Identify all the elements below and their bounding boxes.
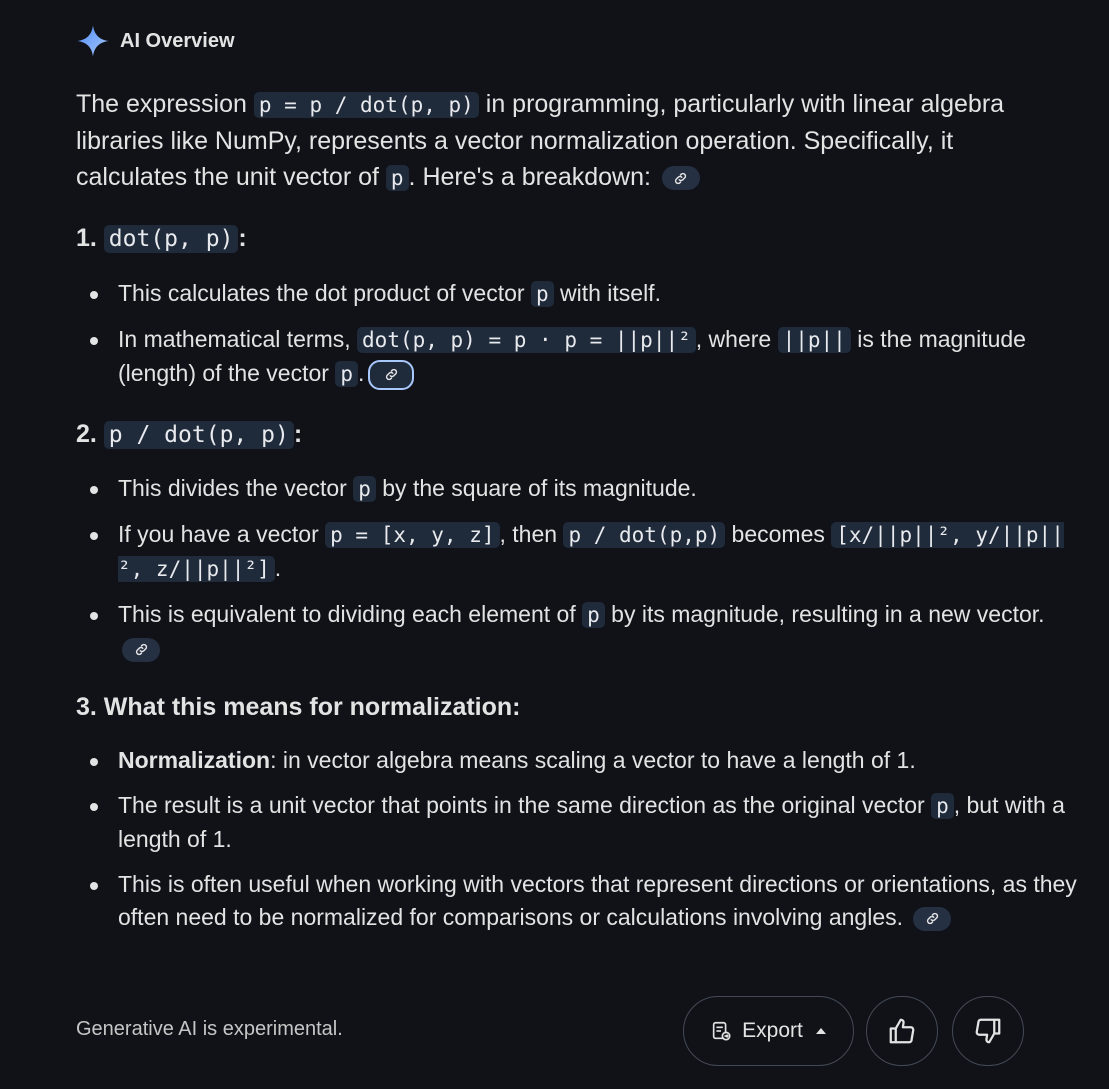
- link-icon: [384, 367, 399, 382]
- list-text: This calculates the dot product of vector: [118, 280, 531, 306]
- thumbs-up-icon: [887, 1016, 917, 1046]
- inline-code: [x/||p||², y/||p||², z/||p||²]: [118, 523, 1064, 581]
- list-text: This divides the vector: [118, 475, 354, 501]
- list-text: becomes: [725, 521, 832, 547]
- list-text: If you have a vector: [118, 521, 326, 547]
- list-text: .: [274, 555, 282, 581]
- section-number: 2.: [76, 420, 104, 448]
- bold-term: Normalization: [118, 747, 271, 773]
- intro-paragraph: [76, 86, 1036, 196]
- list-text: , but with a length of 1.: [118, 792, 1065, 852]
- inline-code: p: [931, 793, 954, 819]
- list-text: .: [358, 360, 365, 386]
- inline-code: p: [582, 602, 605, 628]
- bullet-list-3: [76, 744, 1078, 946]
- list-item: [118, 744, 1078, 777]
- header-title: AI Overview: [120, 29, 235, 52]
- section-heading-2: [76, 420, 302, 449]
- intro-text: The expression: [76, 90, 254, 118]
- intro-text: . Here's a breakdown:: [408, 163, 658, 191]
- thumbs-down-icon: [973, 1016, 1003, 1046]
- list-item: [118, 277, 1078, 311]
- source-link-button[interactable]: [662, 166, 700, 190]
- heading-colon: :: [238, 224, 247, 252]
- link-icon: [134, 642, 149, 657]
- source-link-button[interactable]: [913, 907, 951, 931]
- list-text: : in vector algebra means scaling a vector to have a length of 1.: [270, 747, 916, 773]
- link-icon: [673, 171, 688, 186]
- list-item: [118, 518, 1078, 586]
- disclaimer-text: Generative AI is experimental.: [76, 1018, 343, 1040]
- export-button[interactable]: [683, 996, 854, 1066]
- export-label: Export: [742, 1019, 803, 1042]
- thumbs-down-button[interactable]: [952, 996, 1024, 1066]
- list-item: [118, 323, 1078, 391]
- section-heading-1: [76, 224, 247, 253]
- source-link-button[interactable]: [368, 360, 414, 390]
- list-text: , where: [695, 326, 778, 352]
- bullet-list-2: [76, 472, 1078, 677]
- list-text: with itself.: [553, 280, 661, 306]
- list-text: by the square of its magnitude.: [375, 475, 697, 501]
- list-text: This is often useful when working with vectors that represent directions or orientations, as they often need to be normalized for comparisons or calculations involving angles.: [118, 871, 1077, 930]
- list-text: by its magnitude, resulting in a new vector.: [604, 601, 1045, 627]
- list-item: [118, 868, 1078, 934]
- inline-code: p / dot(p,p): [563, 522, 725, 548]
- list-item: [118, 789, 1078, 856]
- inline-code: ||p||: [778, 327, 851, 353]
- list-text: In mathematical terms,: [118, 326, 358, 352]
- inline-code: p = [x, y, z]: [325, 522, 499, 548]
- inline-code: p: [353, 476, 376, 502]
- thumbs-up-button[interactable]: [866, 996, 938, 1066]
- list-item: [118, 472, 1078, 506]
- inline-code: dot(p, p) = p · p = ||p||²: [357, 327, 696, 353]
- section-heading-3: 3. What this means for normalization:: [76, 693, 521, 721]
- intro-text: in programming, particularly with linear algebra libraries like NumPy, represents a vector normalization operation. Specifically, it calculates the unit vector of: [76, 90, 1005, 191]
- caret-up-icon: [815, 1027, 827, 1035]
- ai-overview-header: [76, 24, 235, 58]
- list-text: , then: [499, 521, 564, 547]
- list-text: This is equivalent to dividing each element of: [118, 601, 583, 627]
- list-text: The result is a unit vector that points in the same direction as the original vector: [118, 792, 932, 818]
- link-icon: [925, 911, 940, 926]
- export-doc-icon: [710, 1020, 732, 1042]
- source-link-button[interactable]: [122, 638, 160, 662]
- sparkle-icon: [76, 24, 110, 58]
- heading-colon: :: [293, 420, 303, 448]
- inline-code: p: [335, 361, 358, 387]
- list-text: is the magnitude (length) of the vector: [118, 326, 1026, 386]
- inline-code: p = p / dot(p, p): [254, 92, 479, 118]
- section-number: 1.: [76, 224, 104, 252]
- inline-code: p: [531, 281, 554, 307]
- inline-code: p / dot(p, p): [104, 421, 294, 449]
- inline-code: dot(p, p): [104, 225, 239, 253]
- bullet-list-1: [76, 277, 1078, 403]
- list-item: [118, 598, 1078, 665]
- inline-code: p: [386, 165, 409, 191]
